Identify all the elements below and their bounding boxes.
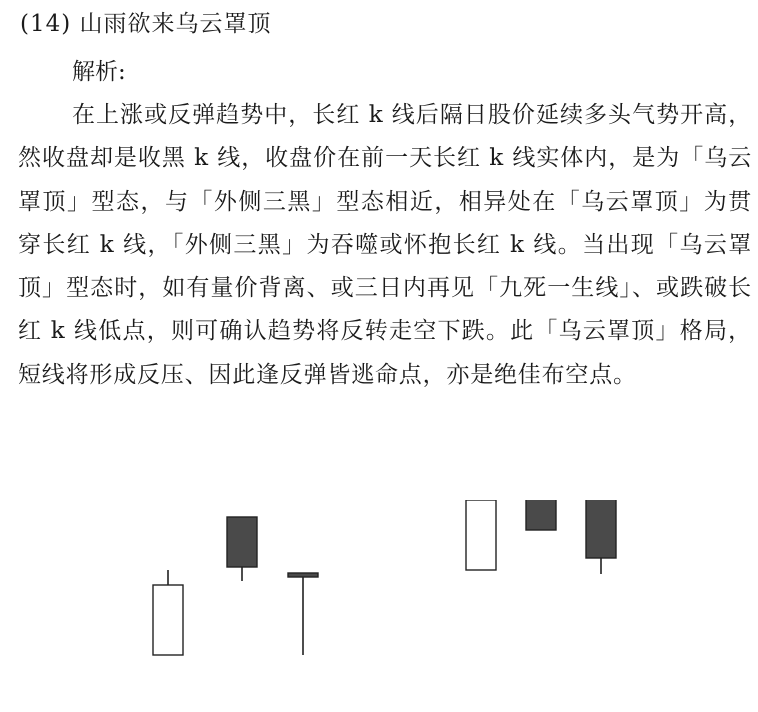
candle-body [526,500,556,530]
candlestick-group-right [466,500,616,574]
candle-body [288,573,318,577]
candle-1-1 [526,500,556,530]
candle-0-2 [288,573,318,655]
section-number: (14) [20,11,72,37]
analysis-paragraph: 在上涨或反弹趋势中，长红 k 线后隔日股价延续多头气势开高，然收盘却是收黑 k 线，收盘价在前一天长红 k 线实体内，是为「乌云罩顶」型态，与「外侧三黑」型态相近，相异处在「乌云罩顶」为贯穿长红 k 线，「外侧三黑」为吞噬或怀抱长红 k 线。当出现「乌云罩顶」型态时，如有量价背离、或三日内再见「九死一生线」、或跌破长红 k 线低点，则可确认趋势将反转走空下跌。此「乌云罩顶」格局，短线将形成反压、因此逢反弹皆逃命点，亦是绝佳布空点。 [18,102,752,388]
analysis-label: 解析: [72,59,126,85]
candle-1-0 [466,500,496,570]
candlestick-group-left [153,517,318,655]
candlestick-figure [0,500,758,712]
candle-0-0 [153,570,183,655]
candle-body [227,517,257,567]
section-title: 山雨欲来乌云罩顶 [79,11,272,37]
candle-0-1 [227,517,257,581]
candle-1-2 [586,500,616,574]
candle-body [466,500,496,570]
section-heading [20,8,272,40]
candle-body [586,500,616,558]
candle-body [153,585,183,655]
